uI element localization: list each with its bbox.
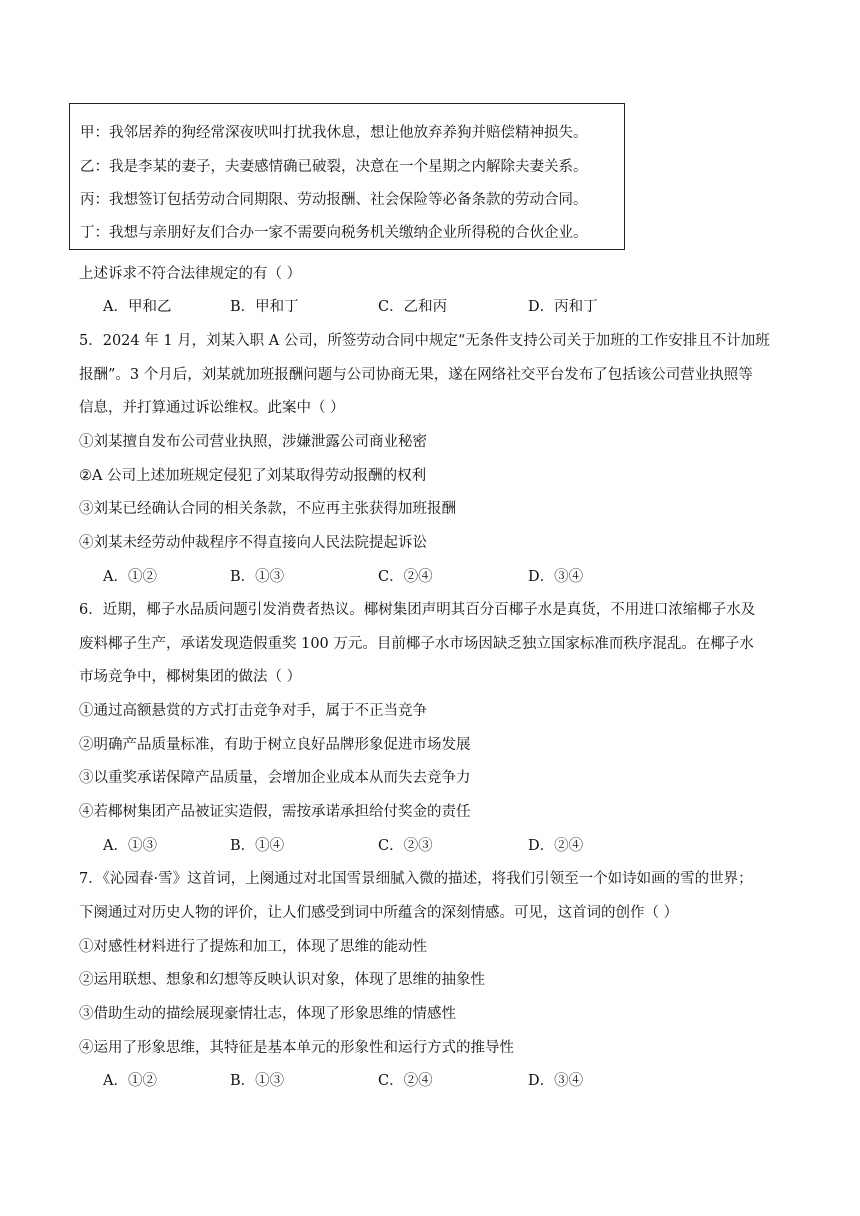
q7-item-3: ③借助生动的描绘展现豪情壮志，体现了形象思维的情感性 bbox=[79, 1006, 456, 1022]
q5-stem-line-3: 信息，并打算通过诉讼维权。此案中（ ） bbox=[79, 400, 345, 416]
q5-option-d: D．③④ bbox=[528, 569, 584, 585]
q7-option-c: C．②④ bbox=[378, 1073, 433, 1089]
q6-option-a: A．①③ bbox=[103, 838, 157, 854]
q4-option-c: C．乙和丙 bbox=[378, 299, 448, 315]
q7-option-b: B．①③ bbox=[230, 1073, 285, 1089]
q5-option-b: B．①③ bbox=[230, 569, 285, 585]
q4-option-d: D．丙和丁 bbox=[528, 299, 598, 315]
q6-option-d: D．②④ bbox=[528, 838, 584, 854]
statement-box bbox=[69, 103, 625, 250]
q5-item-1: ①刘某擅自发布公司营业执照，涉嫌泄露公司商业秘密 bbox=[79, 434, 427, 450]
statement-bing: 丙：我想签订包括劳动合同期限、劳动报酬、社会保险等必备条款的劳动合同。 bbox=[80, 192, 588, 208]
q6-stem-line-3: 市场竞争中，椰树集团的做法（ ） bbox=[79, 669, 302, 685]
q7-option-d: D．③④ bbox=[528, 1073, 584, 1089]
q7-item-1: ①对感性材料进行了提炼和加工，体现了思维的能动性 bbox=[79, 939, 427, 955]
q6-item-1: ①通过高额悬赏的方式打击竞争对手，属于不正当竞争 bbox=[79, 703, 427, 719]
q4-stem: 上述诉求不符合法律规定的有（ ） bbox=[79, 266, 302, 282]
q7-option-a: A．①② bbox=[103, 1073, 157, 1089]
q6-stem-line-1: 6．近期，椰子水品质问题引发消费者热议。椰树集团声明其百分百椰子水是真货，不用进口浓缩椰子水及 bbox=[79, 602, 756, 618]
q6-item-3: ③以重奖承诺保障产品质量，会增加企业成本从而失去竞争力 bbox=[79, 770, 471, 786]
q5-item-4: ④刘某未经劳动仲裁程序不得直接向人民法院提起诉讼 bbox=[79, 535, 427, 551]
statement-ding: 丁：我想与亲朋好友们合办一家不需要向税务机关缴纳企业所得税的合伙企业。 bbox=[80, 225, 588, 241]
q4-option-b: B．甲和丁 bbox=[230, 299, 299, 315]
statement-yi: 乙：我是李某的妻子，夫妻感情确已破裂，决意在一个星期之内解除夫妻关系。 bbox=[80, 159, 588, 175]
q7-item-4: ④运用了形象思维，其特征是基本单元的形象性和运行方式的推导性 bbox=[79, 1040, 514, 1056]
q7-stem-line-2: 下阕通过对历史人物的评价，让人们感受到词中所蕴含的深刻情感。可见，这首词的创作（ ） bbox=[79, 905, 679, 921]
q7-item-2: ②运用联想、想象和幻想等反映认识对象，体现了思维的抽象性 bbox=[79, 972, 485, 988]
q6-option-b: B．①④ bbox=[230, 838, 285, 854]
q5-item-2: ②A 公司上述加班规定侵犯了刘某取得劳动报酬的权利 bbox=[79, 468, 427, 484]
q6-stem-line-2: 废料椰子生产，承诺发现造假重奖 100 万元。目前椰子水市场因缺乏独立国家标准而秩序混乱。在椰子水 bbox=[79, 636, 754, 652]
q4-option-a: A．甲和乙 bbox=[103, 299, 172, 315]
q7-stem-line-1: 7．《沁园春·雪》这首词，上阕通过对北国雪景细腻入微的描述，将我们引领至一个如诗如画的雪的世界； bbox=[79, 871, 753, 887]
q5-option-a: A．①② bbox=[103, 569, 157, 585]
statement-jia: 甲：我邻居养的狗经常深夜吠叫打扰我休息，想让他放弃养狗并赔偿精神损失。 bbox=[80, 125, 588, 141]
q5-stem-line-1: 5．2024 年 1 月，刘某入职 A 公司，所签劳动合同中规定“无条件支持公司关于加班的工作安排且不计加班 bbox=[79, 333, 770, 349]
q5-option-c: C．②④ bbox=[378, 569, 433, 585]
q5-item-3: ③刘某已经确认合同的相关条款，不应再主张获得加班报酬 bbox=[79, 501, 456, 517]
q5-stem-line-2: 报酬”。3 个月后，刘某就加班报酬问题与公司协商无果，遂在网络社交平台发布了包括该公司营业执照等 bbox=[79, 367, 753, 383]
q6-item-2: ②明确产品质量标准，有助于树立良好品牌形象促进市场发展 bbox=[79, 737, 471, 753]
q6-option-c: C．②③ bbox=[378, 838, 433, 854]
q6-item-4: ④若椰树集团产品被证实造假，需按承诺承担给付奖金的责任 bbox=[79, 804, 471, 820]
